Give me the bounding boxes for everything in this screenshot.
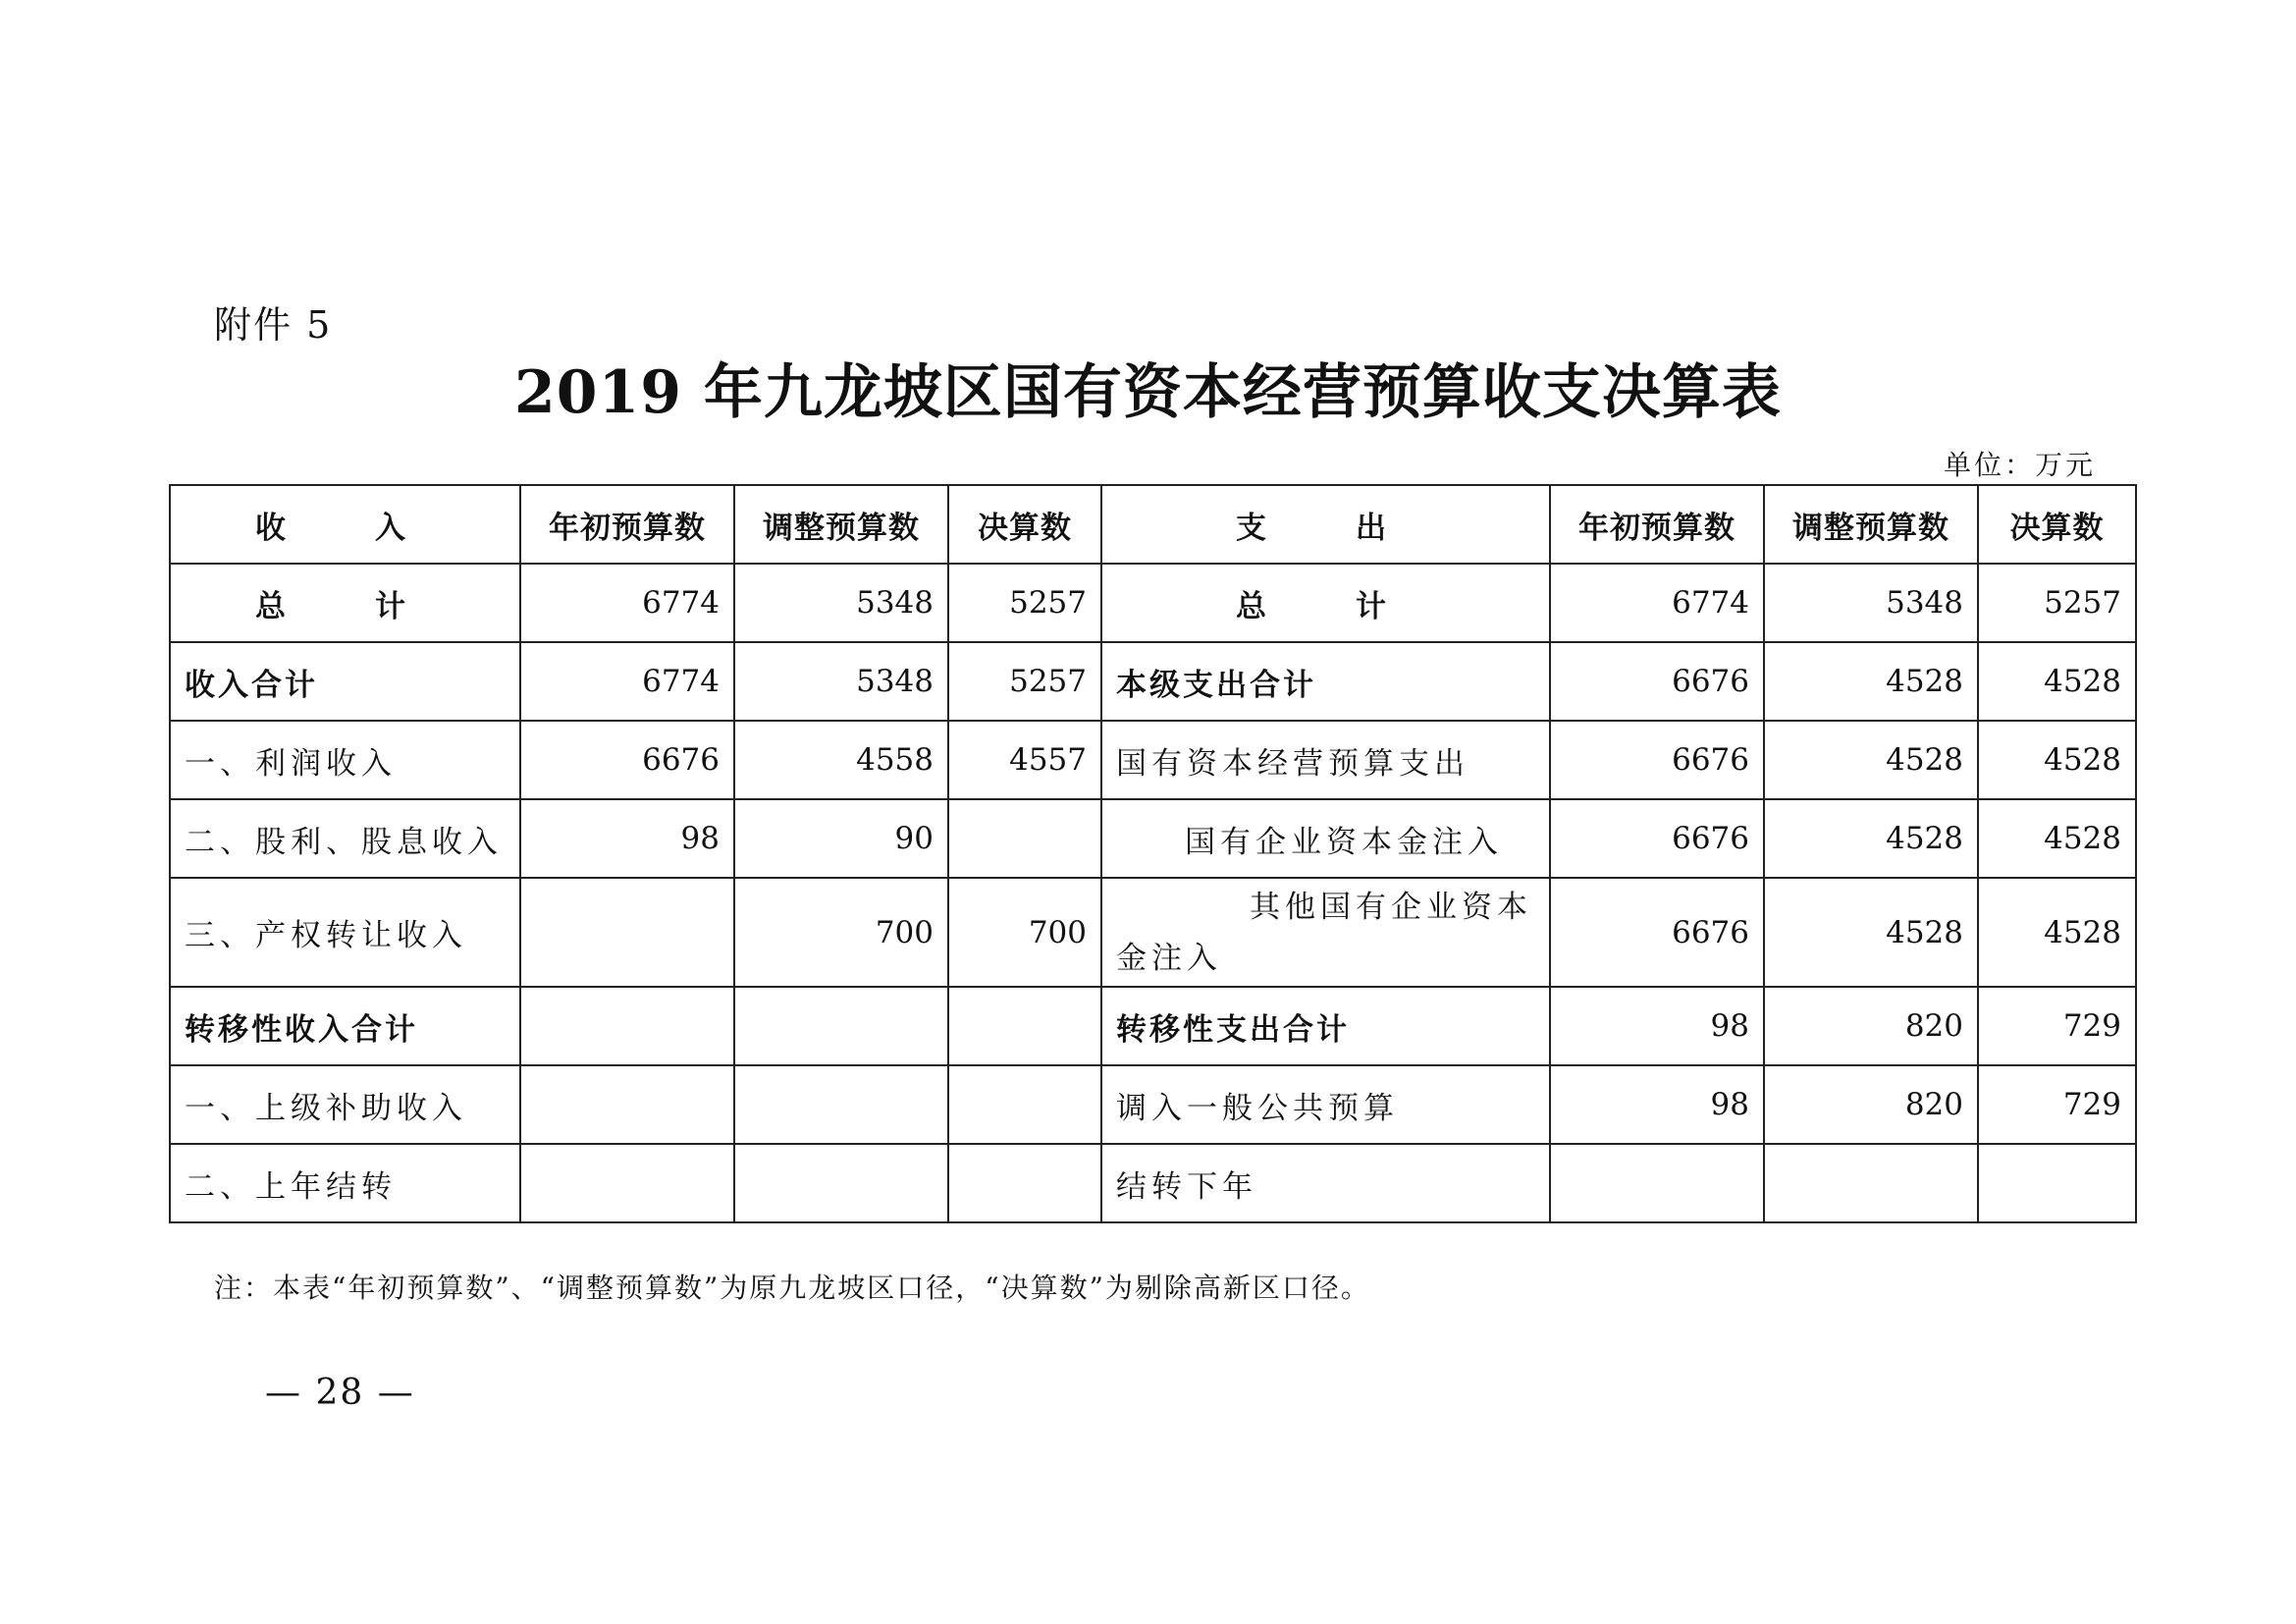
expense-label: 国有企业资本金注入 — [1101, 799, 1550, 878]
expense-adjusted-value — [1764, 1144, 1978, 1222]
expense-initial-value: 98 — [1550, 987, 1764, 1065]
expense-initial-value: 6676 — [1550, 642, 1764, 721]
income-label: 一、利润收入 — [170, 721, 520, 799]
expense-initial-header: 年初预算数 — [1550, 485, 1764, 564]
expense-adjusted-value: 4528 — [1764, 878, 1978, 987]
expense-final-value: 4528 — [1978, 799, 2136, 878]
income-initial-value: 6676 — [520, 721, 734, 799]
expense-initial-value: 6676 — [1550, 721, 1764, 799]
income-label: 二、上年结转 — [170, 1144, 520, 1222]
income-final-value: 700 — [948, 878, 1101, 987]
income-adjusted-value: 5348 — [734, 642, 948, 721]
table-row — [170, 564, 2136, 642]
income-adjusted-value: 90 — [734, 799, 948, 878]
expense-label-line1: 其他国有企业资本 — [1250, 889, 1532, 925]
income-adjusted-value: 700 — [734, 878, 948, 987]
table-row — [170, 1144, 2136, 1222]
income-initial-value: 6774 — [520, 564, 734, 642]
income-final-header: 决算数 — [948, 485, 1101, 564]
income-adjusted-value — [734, 987, 948, 1065]
income-initial-value — [520, 987, 734, 1065]
page-title: 2019 年九龙坡区国有资本经营预算收支决算表 — [514, 358, 1782, 427]
expense-label: 总 计 — [1101, 564, 1550, 642]
expense-adjusted-value: 4528 — [1764, 642, 1978, 721]
income-final-value — [948, 1065, 1101, 1144]
expense-label: 转移性支出合计 — [1101, 987, 1550, 1065]
income-label: 总 计 — [170, 564, 520, 642]
expense-initial-value: 6676 — [1550, 878, 1764, 987]
income-adjusted-header: 调整预算数 — [734, 485, 948, 564]
header-row — [170, 485, 2136, 564]
table-row — [170, 878, 2136, 987]
page-number: — 28 — — [265, 1373, 415, 1413]
income-label: 三、产权转让收入 — [170, 878, 520, 987]
table-row — [170, 642, 2136, 721]
expense-initial-value: 6774 — [1550, 564, 1764, 642]
income-adjusted-value: 5348 — [734, 564, 948, 642]
expense-final-value: 729 — [1978, 987, 2136, 1065]
income-final-value — [948, 987, 1101, 1065]
expense-label: 本级支出合计 — [1101, 642, 1550, 721]
table-row — [170, 721, 2136, 799]
income-initial-value — [520, 878, 734, 987]
expense-label: 调入一般公共预算 — [1101, 1065, 1550, 1144]
income-adjusted-value: 4558 — [734, 721, 948, 799]
expense-final-value: 4528 — [1978, 878, 2136, 987]
expense-label: 国有资本经营预算支出 — [1101, 721, 1550, 799]
income-label: 转移性收入合计 — [170, 987, 520, 1065]
table-row — [170, 799, 2136, 878]
expense-initial-value: 6676 — [1550, 799, 1764, 878]
income-label: 二、股利、股息收入 — [170, 799, 520, 878]
budget-table — [169, 484, 2137, 1223]
expense-adjusted-value: 820 — [1764, 1065, 1978, 1144]
income-initial-value: 98 — [520, 799, 734, 878]
expense-header: 支 出 — [1101, 485, 1550, 564]
income-final-value: 5257 — [948, 564, 1101, 642]
income-final-value: 5257 — [948, 642, 1101, 721]
expense-adjusted-header: 调整预算数 — [1764, 485, 1978, 564]
expense-initial-value — [1550, 1144, 1764, 1222]
income-final-value: 4557 — [948, 721, 1101, 799]
expense-final-value: 4528 — [1978, 642, 2136, 721]
unit-label: 单位：万元 — [1944, 449, 2097, 481]
income-label: 一、上级补助收入 — [170, 1065, 520, 1144]
table-note: 注：本表“年初预算数”、“调整预算数”为原九龙坡区口径，“决算数”为剔除高新区口径。 — [214, 1272, 1370, 1304]
table-row — [170, 987, 2136, 1065]
table-row — [170, 1065, 2136, 1144]
expense-final-value — [1978, 1144, 2136, 1222]
income-final-value — [948, 799, 1101, 878]
expense-adjusted-value: 5348 — [1764, 564, 1978, 642]
expense-initial-value: 98 — [1550, 1065, 1764, 1144]
expense-final-value: 5257 — [1978, 564, 2136, 642]
income-initial-value — [520, 1144, 734, 1222]
expense-adjusted-value: 820 — [1764, 987, 1978, 1065]
expense-final-header: 决算数 — [1978, 485, 2136, 564]
expense-final-value: 4528 — [1978, 721, 2136, 799]
income-label: 收入合计 — [170, 642, 520, 721]
expense-final-value: 729 — [1978, 1065, 2136, 1144]
income-initial-value: 6774 — [520, 642, 734, 721]
income-adjusted-value — [734, 1065, 948, 1144]
income-initial-header: 年初预算数 — [520, 485, 734, 564]
annex-label: 附件 5 — [214, 303, 333, 347]
expense-label-line2: 金注入 — [1116, 940, 1222, 976]
income-initial-value — [520, 1065, 734, 1144]
expense-adjusted-value: 4528 — [1764, 721, 1978, 799]
expense-label — [1101, 878, 1550, 987]
expense-adjusted-value: 4528 — [1764, 799, 1978, 878]
income-final-value — [948, 1144, 1101, 1222]
expense-label: 结转下年 — [1101, 1144, 1550, 1222]
income-adjusted-value — [734, 1144, 948, 1222]
income-header: 收 入 — [170, 485, 520, 564]
